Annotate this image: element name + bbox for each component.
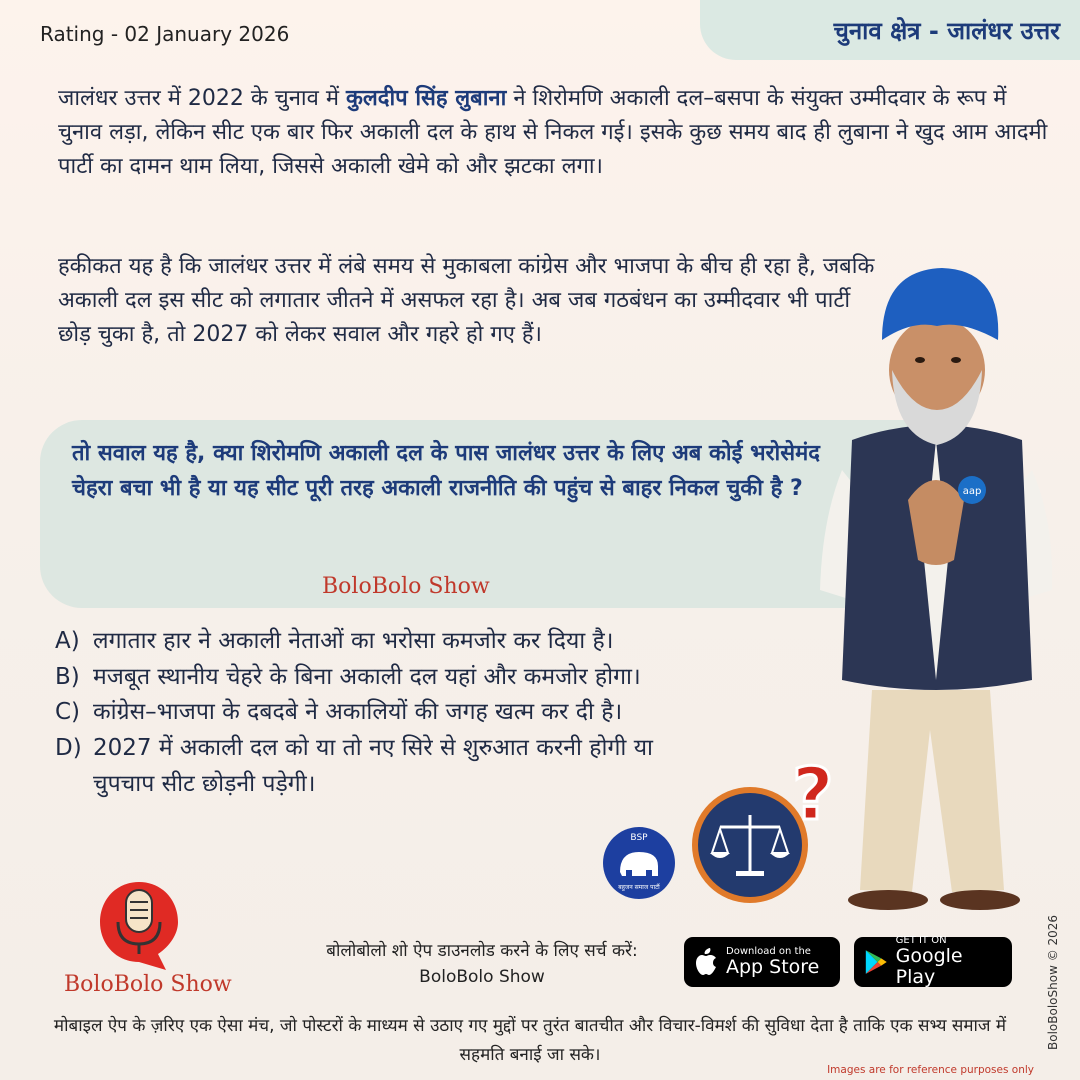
google-play-icon: [864, 948, 888, 976]
app-store-button[interactable]: [684, 937, 840, 987]
appstore-caption: Download on the: [726, 945, 811, 957]
copyright-notice: BoloBoloShow © 2026: [1046, 914, 1060, 1050]
app-search-instruction: [298, 938, 666, 991]
search-line: बोलोबोलो शो ऐप डाउनलोड करने के लिए सर्च करें:: [326, 941, 638, 961]
search-app-name: BoloBolo Show: [419, 967, 545, 988]
option-letter: A): [55, 628, 80, 654]
answer-options: [55, 624, 855, 802]
google-caption: GET IT ON: [895, 935, 947, 947]
politician-illustration: [812, 260, 1062, 920]
option-c[interactable]: [55, 695, 855, 731]
constituency-title: चुनाव क्षेत्र - जालंधर उत्तर: [833, 16, 1060, 45]
constituency-banner: [700, 0, 1080, 60]
google-play-button[interactable]: [854, 937, 1012, 987]
question-text: तो सवाल यह है, क्या शिरोमणि अकाली दल के पास जालंधर उत्तर के लिए अब कोई भरोसेमंद चेहरा बचा भी है या यह सीट पूरी तरह अकाली राजनीति की पहुंच से बाहर निकल चुकी है ?: [72, 441, 820, 502]
option-letter: B): [55, 663, 80, 690]
option-text: मजबूत स्थानीय चेहरे के बिना अकाली दल यहां और कमजोर होगा।: [93, 663, 641, 690]
bsp-logo: [602, 826, 676, 900]
appstore-title: App Store: [726, 955, 820, 978]
question-mark-icon: ?: [792, 752, 834, 836]
image-disclaimer: Images are for reference purposes only: [827, 1064, 1034, 1076]
bsp-fullname: बहुजन समाज पार्टी: [618, 884, 660, 891]
option-text: 2027 में अकाली दल को या तो नए सिरे से शुरुआत करनी होगी या चुपचाप सीट छोड़नी पड़ेगी।: [93, 734, 653, 797]
rating-date: Rating - 02 January 2026: [40, 22, 290, 46]
option-d[interactable]: [55, 731, 675, 802]
aap-badge-text: aap: [962, 486, 982, 497]
option-letter: D): [55, 734, 82, 761]
brand-watermark: BoloBolo Show: [322, 574, 490, 599]
platform-description: मोबाइल ऐप के ज़रिए एक ऐसा मंच, जो पोस्टरों के माध्यम से उठाए गए मुद्दों पर तुरंत बातचीत और विचार-विमर्श की सुविधा देता है ताकि एक सभ्य समाज में सहमति बनाई जा सके।: [53, 1016, 1007, 1065]
intro-text-end: ने शिरोमणि अकाली दल–बसपा के संयुक्त उम्मीदवार के रूप में चुनाव लड़ा, लेकिन सीट एक बार फिर अकाली दल के हाथ से निकल गई। इसके कुछ समय बाद ही लुबाना ने खुद आम आदमी पार्टी का दामन थाम लिया, जिससे अकाली खेमे को और झटका लगा।: [58, 86, 1048, 180]
candidate-name: कुलदीप सिंह लुबाना: [345, 86, 507, 111]
footer-brand: BoloBolo Show: [64, 972, 232, 997]
google-title: Google Play: [895, 945, 963, 988]
option-b[interactable]: [55, 660, 855, 696]
option-text: कांग्रेस–भाजपा के दबदबे ने अकालियों की जगह खत्म कर दी है।: [93, 699, 623, 726]
context-paragraph: हकीकत यह है कि जालंधर उत्तर में लंबे समय से मुकाबला कांग्रेस और भाजपा के बीच ही रहा है, जबकि अकाली दल इस सीट को लगातार जीतने में असफल रहा है। अब जब गठबंधन का उम्मीदवार भी पार्टी छोड़ चुका है, तो 2027 को लेकर सवाल और गहरे हो गए हैं।: [58, 254, 875, 348]
bsp-label: BSP: [630, 833, 648, 843]
microphone-icon: [96, 878, 182, 974]
option-letter: C): [55, 699, 81, 726]
option-text: लगातार हार ने अकाली नेताओं का भरोसा कमजोर कर दिया है।: [93, 628, 614, 654]
intro-text-start: जालंधर उत्तर में 2022 के चुनाव में: [58, 86, 346, 111]
option-a[interactable]: [55, 624, 855, 660]
apple-icon: [694, 948, 718, 976]
intro-paragraph: [58, 82, 1048, 184]
